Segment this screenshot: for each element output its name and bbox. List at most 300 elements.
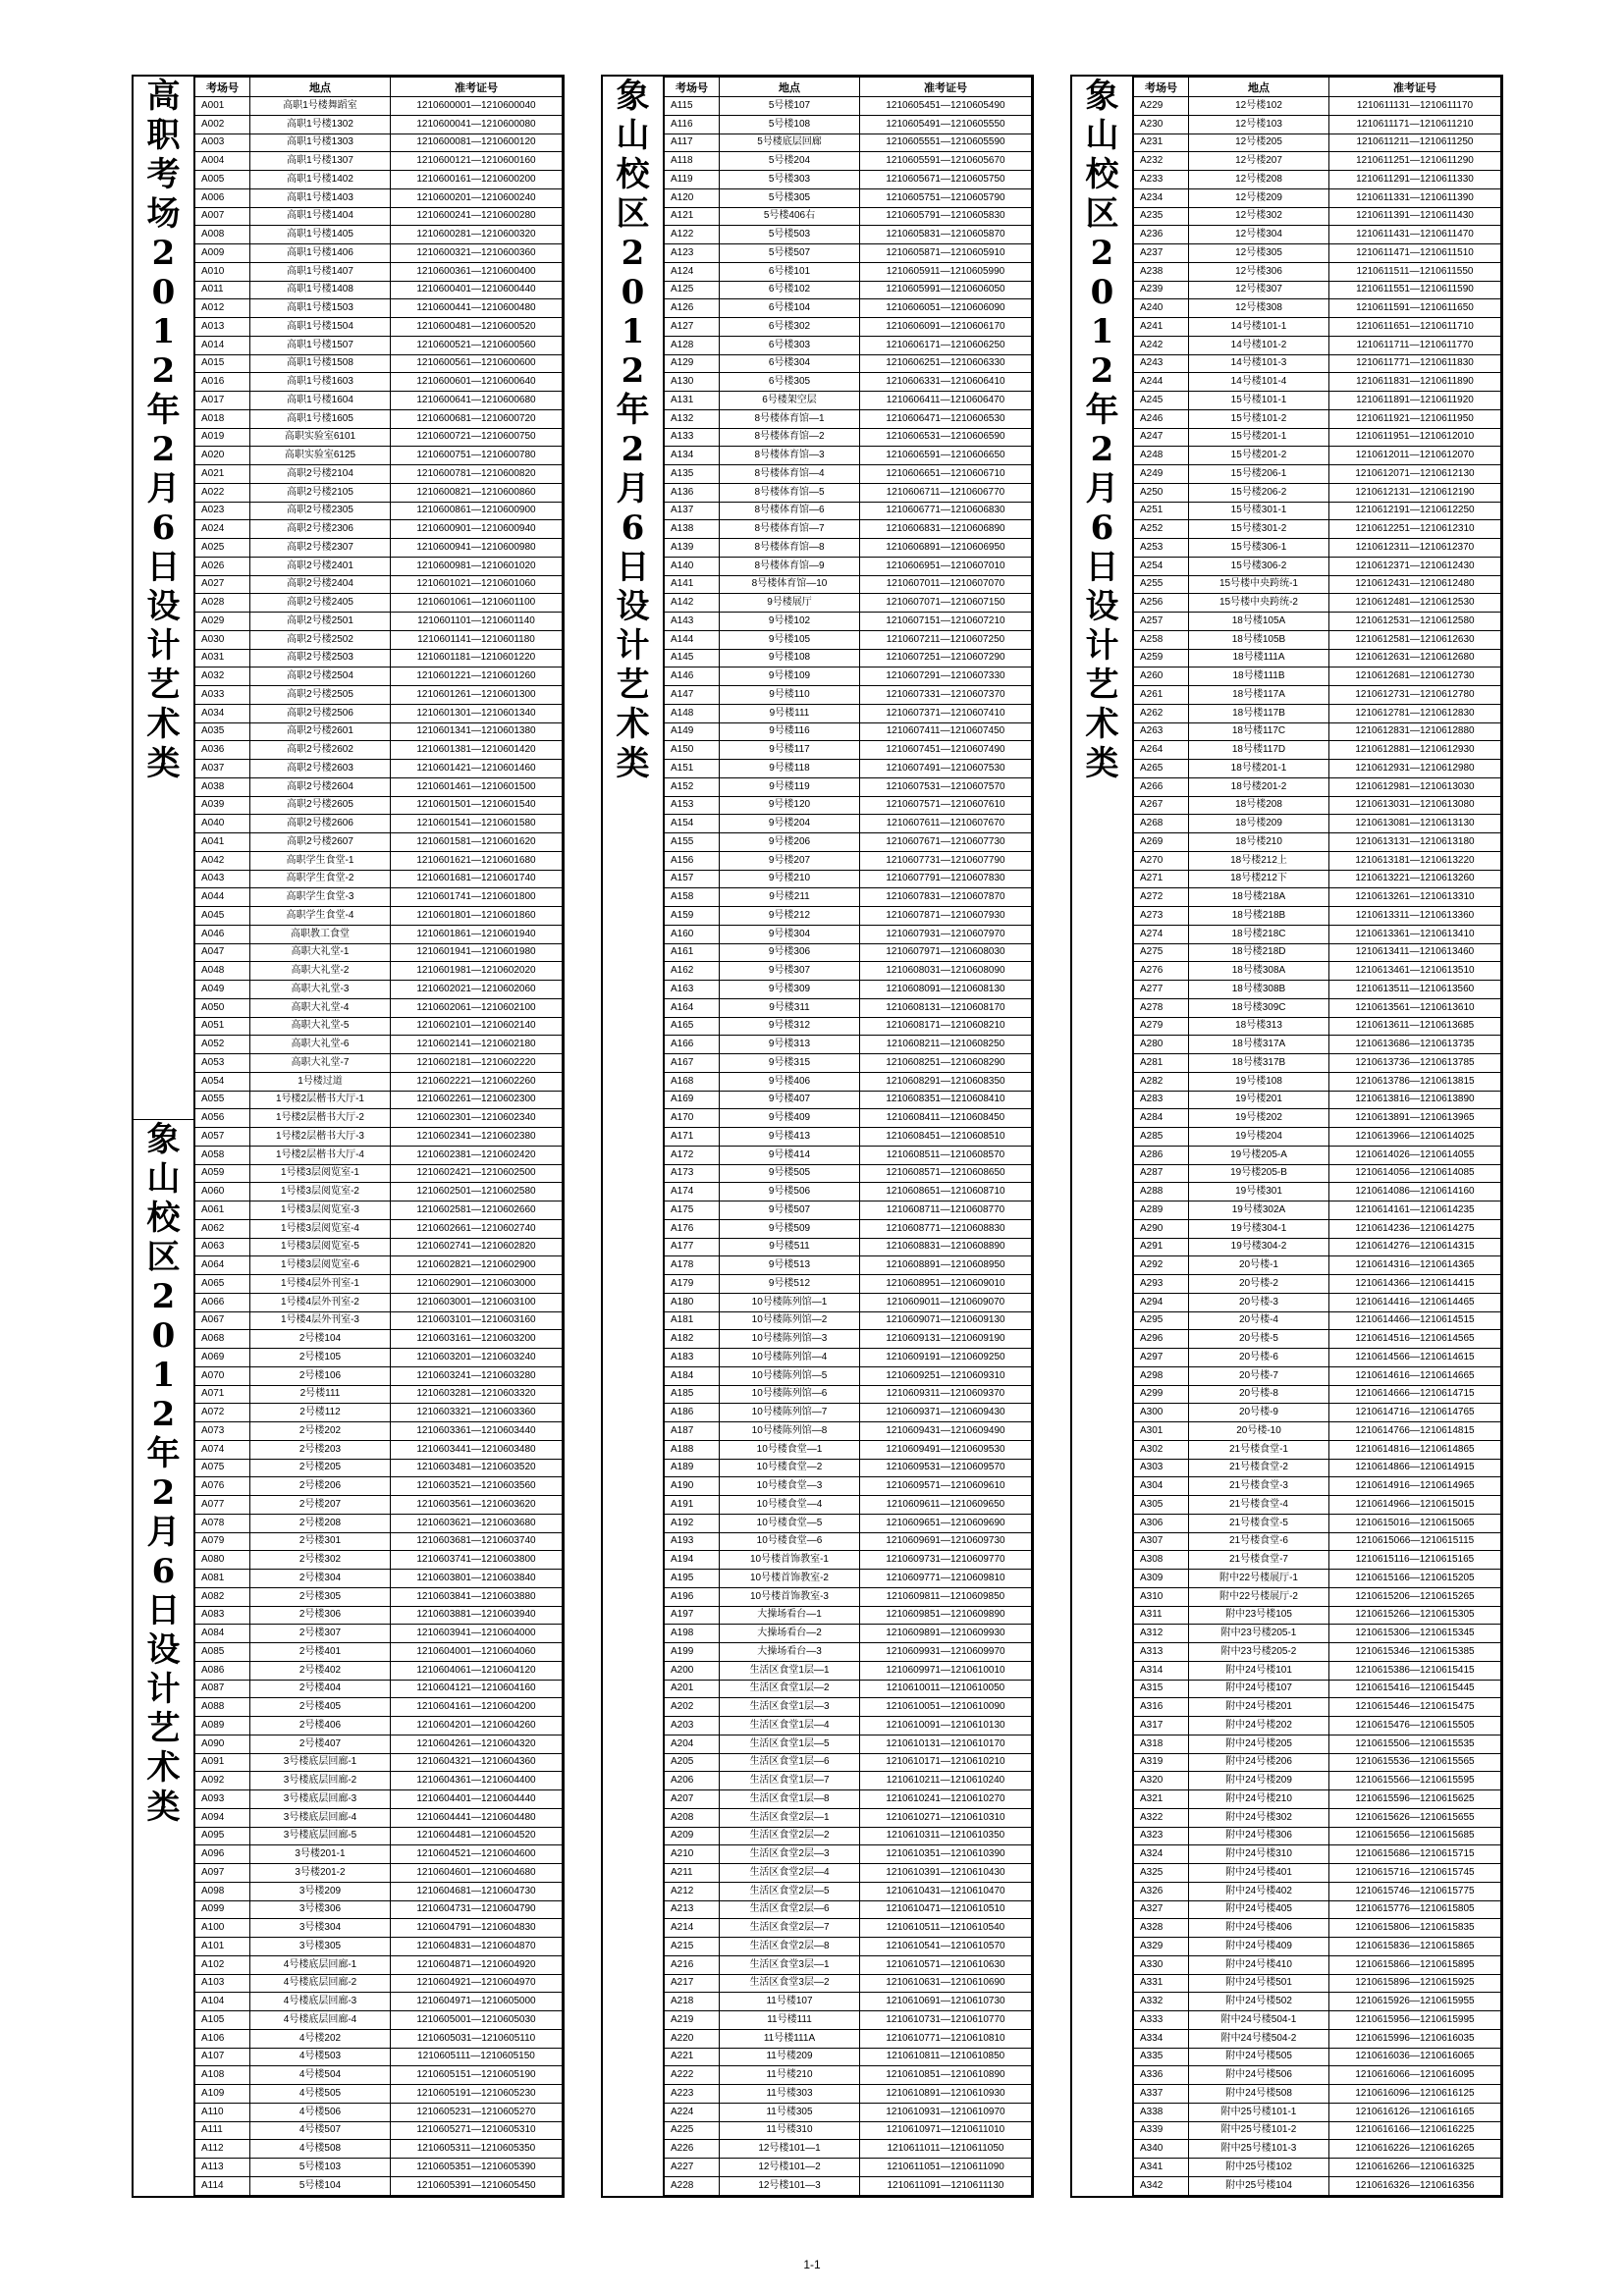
- table-row: [195, 2159, 563, 2177]
- ticket-range-cell: 1210604481—1210604520: [391, 1827, 563, 1845]
- ticket-range-cell: 1210603741—1210603800: [391, 1551, 563, 1570]
- room-number-cell: A341: [1134, 2159, 1189, 2177]
- table-row: [1134, 649, 1501, 667]
- table-row: [195, 97, 563, 116]
- room-number-cell: A300: [1134, 1404, 1189, 1422]
- ticket-range-cell: 1210602741—1210602820: [391, 1238, 563, 1256]
- room-number-cell: A310: [1134, 1587, 1189, 1606]
- location-cell: 9号楼512: [720, 1275, 860, 1294]
- table-row: [665, 373, 1032, 392]
- location-cell: 2号楼207: [250, 1496, 391, 1515]
- room-number-cell: A197: [665, 1606, 720, 1625]
- ticket-range-cell: 1210608291—1210608350: [860, 1072, 1032, 1091]
- location-cell: 18号楼218D: [1189, 943, 1329, 962]
- location-cell: 附中24号楼206: [1189, 1753, 1329, 1772]
- ticket-range-cell: 1210615066—1210615115: [1329, 1532, 1501, 1551]
- ticket-range-cell: 1210611651—1210611710: [1329, 318, 1501, 337]
- ticket-range-cell: 1210615806—1210615835: [1329, 1919, 1501, 1938]
- location-cell: 高职学生食堂-1: [250, 851, 391, 870]
- room-number-cell: A190: [665, 1477, 720, 1496]
- room-number-cell: A028: [195, 594, 250, 613]
- ticket-range-cell: 1210601061—1210601100: [391, 594, 563, 613]
- location-cell: 18号楼105A: [1189, 613, 1329, 631]
- table-row: [1134, 2085, 1501, 2104]
- room-number-cell: A138: [665, 520, 720, 539]
- room-number-cell: A017: [195, 392, 250, 410]
- location-cell: 4号楼底层回廊-2: [250, 1974, 391, 1993]
- table-row: [195, 1661, 563, 1680]
- room-number-cell: A191: [665, 1496, 720, 1515]
- table-row: [195, 1311, 563, 1330]
- table-row: [1134, 1532, 1501, 1551]
- location-cell: 10号楼食堂—4: [720, 1496, 860, 1515]
- room-number-cell: A048: [195, 962, 250, 981]
- table-row: [1134, 1349, 1501, 1367]
- table-row: [665, 97, 1032, 116]
- location-cell: 高职大礼堂-3: [250, 981, 391, 999]
- table-row: [195, 1072, 563, 1091]
- location-cell: 1号楼3层阅览室-4: [250, 1219, 391, 1238]
- table-row: [195, 262, 563, 281]
- location-cell: 2号楼112: [250, 1404, 391, 1422]
- ticket-range-cell: 1210602581—1210602660: [391, 1201, 563, 1220]
- ticket-range-cell: 1210606471—1210606530: [860, 409, 1032, 428]
- location-cell: 9号楼309: [720, 981, 860, 999]
- table-row: [195, 851, 563, 870]
- table-row: [665, 133, 1032, 152]
- room-number-cell: A030: [195, 630, 250, 649]
- location-cell: 15号楼101-1: [1189, 392, 1329, 410]
- table-row: [195, 428, 563, 447]
- table-row: [195, 465, 563, 484]
- room-number-cell: A338: [1134, 2103, 1189, 2121]
- location-cell: 12号楼103: [1189, 115, 1329, 133]
- location-cell: 8号楼体育馆—1: [720, 409, 860, 428]
- ticket-range-cell: 1210608651—1210608710: [860, 1183, 1032, 1201]
- table-row: [195, 1219, 563, 1238]
- room-number-cell: A078: [195, 1514, 250, 1532]
- location-cell: 20号楼-4: [1189, 1311, 1329, 1330]
- room-number-cell: A147: [665, 686, 720, 705]
- location-cell: 18号楼117D: [1189, 741, 1329, 760]
- room-number-cell: A112: [195, 2140, 250, 2159]
- table-row: [195, 1036, 563, 1054]
- vertical-label-column: [603, 77, 664, 2196]
- ticket-range-cell: 1210600161—1210600200: [391, 171, 563, 189]
- room-number-cell: A172: [665, 1146, 720, 1164]
- table-row: [195, 557, 563, 575]
- table-row: [665, 281, 1032, 299]
- ticket-range-cell: 1210612531—1210612580: [1329, 613, 1501, 631]
- location-cell: 9号楼506: [720, 1183, 860, 1201]
- location-cell: 2号楼203: [250, 1440, 391, 1459]
- ticket-range-cell: 1210610811—1210610850: [860, 2048, 1032, 2066]
- table-row: [1134, 1790, 1501, 1809]
- location-cell: 8号楼体育馆—4: [720, 465, 860, 484]
- room-number-cell: A046: [195, 925, 250, 943]
- location-cell: 12号楼101—1: [720, 2140, 860, 2159]
- room-number-cell: A340: [1134, 2140, 1189, 2159]
- table-row: [665, 188, 1032, 207]
- room-number-cell: A159: [665, 907, 720, 926]
- table-row: [1134, 907, 1501, 926]
- location-cell: 4号楼505: [250, 2085, 391, 2104]
- ticket-range-cell: 1210602381—1210602420: [391, 1146, 563, 1164]
- location-cell: 生活区食堂2层—5: [720, 1882, 860, 1900]
- table-row: [195, 1955, 563, 1974]
- location-cell: 6号楼102: [720, 281, 860, 299]
- location-cell: 10号楼食堂—2: [720, 1459, 860, 1477]
- room-number-cell: A065: [195, 1275, 250, 1294]
- room-number-cell: A243: [1134, 354, 1189, 373]
- room-number-cell: A226: [665, 2140, 720, 2159]
- table-row: [1134, 851, 1501, 870]
- location-cell: 附中25号楼101-3: [1189, 2140, 1329, 2159]
- location-cell: 10号楼陈列馆—4: [720, 1349, 860, 1367]
- location-cell: 附中24号楼101: [1189, 1661, 1329, 1680]
- ticket-range-cell: 1210615116—1210615165: [1329, 1551, 1501, 1570]
- ticket-range-cell: 1210603941—1210604000: [391, 1625, 563, 1643]
- location-cell: 附中24号楼504-1: [1189, 2011, 1329, 2030]
- location-cell: 9号楼118: [720, 760, 860, 778]
- room-number-cell: A043: [195, 870, 250, 888]
- room-number-cell: A314: [1134, 1661, 1189, 1680]
- room-number-cell: A319: [1134, 1753, 1189, 1772]
- table-row: [1134, 336, 1501, 354]
- ticket-range-cell: 1210612731—1210612780: [1329, 686, 1501, 705]
- room-number-cell: A263: [1134, 722, 1189, 741]
- ticket-range-cell: 1210616126—1210616165: [1329, 2103, 1501, 2121]
- ticket-range-cell: 1210604061—1210604120: [391, 1661, 563, 1680]
- location-cell: 附中24号楼107: [1189, 1680, 1329, 1698]
- location-cell: 3号楼底层回廊-5: [250, 1827, 391, 1845]
- location-cell: 11号楼310: [720, 2121, 860, 2140]
- table-row: [1134, 1385, 1501, 1404]
- location-cell: 生活区食堂1层—7: [720, 1772, 860, 1790]
- ticket-range-cell: 1210615266—1210615305: [1329, 1606, 1501, 1625]
- table-row: [195, 1606, 563, 1625]
- room-number-cell: A041: [195, 833, 250, 852]
- room-number-cell: A302: [1134, 1440, 1189, 1459]
- table-row: [195, 1440, 563, 1459]
- location-cell: 5号楼底层回廊: [720, 133, 860, 152]
- room-number-cell: A166: [665, 1036, 720, 1054]
- table-row: [195, 1587, 563, 1606]
- location-cell: 10号楼陈列馆—8: [720, 1422, 860, 1441]
- ticket-range-cell: 1210609191—1210609250: [860, 1349, 1032, 1367]
- table-row: [195, 667, 563, 686]
- ticket-range-cell: 1210615626—1210615655: [1329, 1808, 1501, 1827]
- room-number-cell: A195: [665, 1570, 720, 1588]
- ticket-range-cell: 1210613221—1210613260: [1329, 870, 1501, 888]
- table-row: [1134, 833, 1501, 852]
- location-cell: 18号楼218B: [1189, 907, 1329, 926]
- room-number-cell: A110: [195, 2103, 250, 2121]
- table-row: [665, 649, 1032, 667]
- table-row: [195, 630, 563, 649]
- table-row: [665, 1735, 1032, 1753]
- room-number-cell: A011: [195, 281, 250, 299]
- table-row: [1134, 281, 1501, 299]
- room-number-cell: A027: [195, 575, 250, 594]
- location-cell: 6号楼303: [720, 336, 860, 354]
- location-cell: 5号楼104: [250, 2176, 391, 2195]
- room-number-cell: A257: [1134, 613, 1189, 631]
- ticket-range-cell: 1210615566—1210615595: [1329, 1772, 1501, 1790]
- room-number-cell: A249: [1134, 465, 1189, 484]
- location-cell: 高职2号楼2504: [250, 667, 391, 686]
- ticket-range-cell: 1210611091—1210611130: [860, 2176, 1032, 2195]
- room-number-cell: A109: [195, 2085, 250, 2104]
- table-row: [195, 815, 563, 833]
- ticket-range-cell: 1210600401—1210600440: [391, 281, 563, 299]
- table-row: [195, 392, 563, 410]
- location-cell: 18号楼105B: [1189, 630, 1329, 649]
- location-cell: 高职1号楼1402: [250, 171, 391, 189]
- label-segment: [134, 1119, 193, 2196]
- table-row: [195, 152, 563, 171]
- ticket-range-cell: 1210615926—1210615955: [1329, 1993, 1501, 2011]
- table-row: [1134, 686, 1501, 705]
- room-number-cell: A280: [1134, 1036, 1189, 1054]
- table-row: [195, 888, 563, 907]
- room-number-cell: A126: [665, 299, 720, 318]
- ticket-range-cell: 1210615866—1210615895: [1329, 1955, 1501, 1974]
- ticket-range-cell: 1210606891—1210606950: [860, 539, 1032, 558]
- table-row: [195, 1753, 563, 1772]
- ticket-range-cell: 1210610891—1210610930: [860, 2085, 1032, 2104]
- room-number-cell: A245: [1134, 392, 1189, 410]
- location-cell: 1号楼3层阅览室-3: [250, 1201, 391, 1220]
- table-row: [665, 483, 1032, 502]
- location-cell: 5号楼406右: [720, 207, 860, 226]
- table-row: [1134, 704, 1501, 722]
- room-number-cell: A054: [195, 1072, 250, 1091]
- room-number-cell: A059: [195, 1164, 250, 1183]
- location-cell: 高职2号楼2502: [250, 630, 391, 649]
- location-cell: 9号楼509: [720, 1219, 860, 1238]
- table-row: [665, 2048, 1032, 2066]
- table-row: [195, 1680, 563, 1698]
- ticket-range-cell: 1210612071—1210612130: [1329, 465, 1501, 484]
- location-cell: 18号楼317B: [1189, 1054, 1329, 1073]
- room-number-cell: A248: [1134, 447, 1189, 465]
- table-row: [195, 1256, 563, 1275]
- table-row: [665, 704, 1032, 722]
- ticket-range-cell: 1210615386—1210615415: [1329, 1661, 1501, 1680]
- table-row: [665, 1109, 1032, 1128]
- room-number-cell: A076: [195, 1477, 250, 1496]
- location-cell: 2号楼406: [250, 1717, 391, 1735]
- room-number-cell: A339: [1134, 2121, 1189, 2140]
- table-row: [665, 722, 1032, 741]
- ticket-range-cell: 1210613611—1210613685: [1329, 1017, 1501, 1036]
- table-row: [195, 1422, 563, 1441]
- ticket-range-cell: 1210611771—1210611830: [1329, 354, 1501, 373]
- ticket-range-cell: 1210613686—1210613735: [1329, 1036, 1501, 1054]
- location-cell: 生活区食堂1层—1: [720, 1661, 860, 1680]
- room-number-cell: A299: [1134, 1385, 1189, 1404]
- room-number-cell: A265: [1134, 760, 1189, 778]
- vertical-label-text: 高职考场 2012年2月6日 设计艺术类: [146, 77, 181, 783]
- ticket-range-cell: 1210612011—1210612070: [1329, 447, 1501, 465]
- location-cell: 19号楼204: [1189, 1128, 1329, 1147]
- ticket-range-cell: 1210610931—1210610970: [860, 2103, 1032, 2121]
- room-number-cell: A210: [665, 1845, 720, 1864]
- location-cell: 8号楼体育馆—10: [720, 575, 860, 594]
- ticket-range-cell: 1210606171—1210606250: [860, 336, 1032, 354]
- ticket-range-cell: 1210600441—1210600480: [391, 299, 563, 318]
- table-row: [1134, 594, 1501, 613]
- location-cell: 附中23号楼205-1: [1189, 1625, 1329, 1643]
- ticket-range-cell: 1210603841—1210603880: [391, 1587, 563, 1606]
- room-number-cell: A161: [665, 943, 720, 962]
- location-cell: 2号楼301: [250, 1532, 391, 1551]
- table-row: [665, 1938, 1032, 1956]
- ticket-range-cell: 1210601021—1210601060: [391, 575, 563, 594]
- room-number-cell: A111: [195, 2121, 250, 2140]
- location-cell: 9号楼409: [720, 1109, 860, 1128]
- location-cell: 1号楼4层外刊室-2: [250, 1293, 391, 1311]
- room-number-cell: A022: [195, 483, 250, 502]
- location-cell: 高职1号楼1303: [250, 133, 391, 152]
- ticket-range-cell: 1210614316—1210614365: [1329, 1256, 1501, 1275]
- ticket-range-cell: 1210614816—1210614865: [1329, 1440, 1501, 1459]
- location-cell: 附中24号楼209: [1189, 1772, 1329, 1790]
- room-number-cell: A149: [665, 722, 720, 741]
- room-number-cell: A303: [1134, 1459, 1189, 1477]
- ticket-range-cell: 1210600481—1210600520: [391, 318, 563, 337]
- table-row: [665, 815, 1032, 833]
- table-row: [1134, 2066, 1501, 2085]
- table-row: [195, 2085, 563, 2104]
- ticket-range-cell: 1210609731—1210609770: [860, 1551, 1032, 1570]
- table-row: [195, 2176, 563, 2195]
- room-number-cell: A285: [1134, 1128, 1189, 1147]
- ticket-range-cell: 1210609771—1210609810: [860, 1570, 1032, 1588]
- room-number-cell: A096: [195, 1845, 250, 1864]
- room-number-cell: A002: [195, 115, 250, 133]
- location-cell: 附中24号楼508: [1189, 2085, 1329, 2104]
- location-cell: 附中24号楼504-2: [1189, 2029, 1329, 2048]
- location-cell: 附中25号楼104: [1189, 2176, 1329, 2195]
- ticket-range-cell: 1210604831—1210604870: [391, 1938, 563, 1956]
- table-row: [1134, 1882, 1501, 1900]
- location-cell: 高职1号楼1403: [250, 188, 391, 207]
- ticket-range-cell: 1210604681—1210604730: [391, 1882, 563, 1900]
- room-number-cell: A098: [195, 1882, 250, 1900]
- room-number-cell: A118: [665, 152, 720, 171]
- location-cell: 高职2号楼2605: [250, 796, 391, 815]
- room-number-cell: A273: [1134, 907, 1189, 926]
- location-cell: 15号楼206-1: [1189, 465, 1329, 484]
- location-cell: 附中24号楼201: [1189, 1698, 1329, 1717]
- location-cell: 9号楼117: [720, 741, 860, 760]
- ticket-range-cell: 1210614516—1210614565: [1329, 1330, 1501, 1349]
- location-cell: 生活区食堂1层—6: [720, 1753, 860, 1772]
- room-number-cell: A254: [1134, 557, 1189, 575]
- ticket-range-cell: 1210610171—1210610210: [860, 1753, 1032, 1772]
- ticket-range-cell: 1210607791—1210607830: [860, 870, 1032, 888]
- location-cell: 高职学生食堂-4: [250, 907, 391, 926]
- ticket-range-cell: 1210602061—1210602100: [391, 998, 563, 1017]
- room-number-cell: A236: [1134, 226, 1189, 244]
- room-number-cell: A115: [665, 97, 720, 116]
- table-row: [665, 207, 1032, 226]
- room-number-cell: A095: [195, 1827, 250, 1845]
- table-row: [195, 1459, 563, 1477]
- location-cell: 20号楼-6: [1189, 1349, 1329, 1367]
- ticket-range-cell: 1210607251—1210607290: [860, 649, 1032, 667]
- ticket-range-cell: 1210606091—1210606170: [860, 318, 1032, 337]
- room-number-cell: A222: [665, 2066, 720, 2085]
- room-number-cell: A068: [195, 1330, 250, 1349]
- location-cell: 9号楼414: [720, 1146, 860, 1164]
- ticket-range-cell: 1210604361—1210604400: [391, 1772, 563, 1790]
- ticket-range-cell: 1210609491—1210609530: [860, 1440, 1032, 1459]
- ticket-range-cell: 1210610731—1210610770: [860, 2011, 1032, 2030]
- location-cell: 高职1号楼1508: [250, 354, 391, 373]
- location-cell: 2号楼205: [250, 1459, 391, 1477]
- ticket-range-cell: 1210608511—1210608570: [860, 1146, 1032, 1164]
- table-row: [195, 1827, 563, 1845]
- table-row: [665, 851, 1032, 870]
- ticket-range-cell: 1210603361—1210603440: [391, 1422, 563, 1441]
- location-cell: 9号楼204: [720, 815, 860, 833]
- ticket-range-cell: 1210601381—1210601420: [391, 741, 563, 760]
- location-cell: 10号楼首饰教室-2: [720, 1570, 860, 1588]
- location-cell: 8号楼体育馆—9: [720, 557, 860, 575]
- ticket-range-cell: 1210616226—1210616265: [1329, 2140, 1501, 2159]
- location-cell: 10号楼陈列馆—5: [720, 1366, 860, 1385]
- room-number-cell: A079: [195, 1532, 250, 1551]
- room-number-cell: A330: [1134, 1955, 1189, 1974]
- room-number-cell: A290: [1134, 1219, 1189, 1238]
- table-row: [665, 1698, 1032, 1717]
- ticket-range-cell: 1210612481—1210612530: [1329, 594, 1501, 613]
- table-row: [195, 777, 563, 796]
- location-cell: 8号楼体育馆—6: [720, 502, 860, 520]
- table-row: [665, 1256, 1032, 1275]
- room-number-cell: A057: [195, 1128, 250, 1147]
- schedule-block-1: [132, 75, 565, 2198]
- room-number-cell: A308: [1134, 1551, 1189, 1570]
- location-cell: 19号楼304-1: [1189, 1219, 1329, 1238]
- ticket-range-cell: 1210609931—1210609970: [860, 1643, 1032, 1662]
- ticket-range-cell: 1210605271—1210605310: [391, 2121, 563, 2140]
- location-cell: 2号楼105: [250, 1349, 391, 1367]
- ticket-range-cell: 1210612371—1210612430: [1329, 557, 1501, 575]
- room-number-cell: A036: [195, 741, 250, 760]
- location-cell: 附中24号楼409: [1189, 1938, 1329, 1956]
- table-row: [195, 1404, 563, 1422]
- table-row: [195, 1201, 563, 1220]
- room-number-cell: A026: [195, 557, 250, 575]
- location-cell: 附中24号楼405: [1189, 1900, 1329, 1919]
- room-number-cell: A090: [195, 1735, 250, 1753]
- ticket-range-cell: 1210611921—1210611950: [1329, 409, 1501, 428]
- room-number-cell: A278: [1134, 998, 1189, 1017]
- ticket-range-cell: 1210616326—1210616356: [1329, 2176, 1501, 2195]
- table-row: [1134, 97, 1501, 116]
- table-row: [1134, 1587, 1501, 1606]
- room-number-cell: A275: [1134, 943, 1189, 962]
- location-cell: 高职实验室6125: [250, 447, 391, 465]
- room-number-cell: A203: [665, 1717, 720, 1735]
- room-number-cell: A260: [1134, 667, 1189, 686]
- table-row: [1134, 502, 1501, 520]
- table-row: [195, 686, 563, 705]
